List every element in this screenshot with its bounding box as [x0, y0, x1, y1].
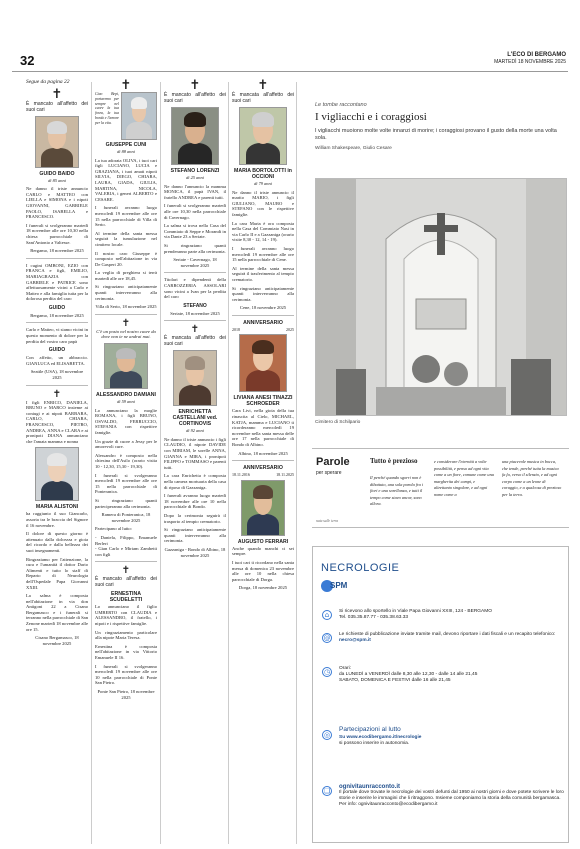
partecipazioni-link[interactable]: Su www.ecodibergamo.it/necrologie — [339, 735, 422, 740]
quote-with-photo — [95, 92, 157, 140]
cross-icon: ✝ — [121, 317, 131, 329]
separator — [95, 561, 157, 562]
parole-box — [312, 448, 569, 528]
notice-text: La salma è composta nell'abitazione in via don Antigoni 22 a Cisano Bergamasco e i funerali si terranno nella parrocchiale di San Zenone martedì 18 novembre alle ore 15. — [26, 593, 88, 632]
email-note: Le richieste di pubblicazione inviate tramite mail, devono riportare i dati fiscali e un recapito telefonico: — [339, 632, 556, 637]
separator — [164, 320, 226, 321]
notice-text: I funerali si svolgeranno mercoledì 19 novembre alle ore 15 nella parrocchiale di Ponteranica. — [95, 472, 157, 495]
cross-icon: ✝ — [190, 324, 200, 336]
hours-label: Orari: — [339, 666, 351, 671]
parole-heading: Tutto è prezioso — [370, 457, 418, 465]
notice-text: Si ringraziano anticipatamente quanti interverranno alla cerimonia. — [164, 527, 226, 544]
notice-text: I funerali avranno luogo mercoledì 19 novembre alle ore 15 nella parrocchiale di Villa di Serio. — [95, 205, 157, 228]
ognivita-info — [339, 784, 564, 808]
separator — [164, 272, 226, 273]
notice-text: Si ringraziano anticipatamente quanti interverranno alla cerimonia. — [95, 284, 157, 301]
obituary-column-3 — [164, 80, 226, 561]
notice-text: I funerali si svolgeranno martedì 18 novembre alle ore 10,30 nella chiesa parrocchiale di Sant'Antonio a Valtesse. — [26, 222, 88, 245]
notice-heading: È mancato all'affetto dei suoi cari — [95, 576, 157, 589]
notice-name: GUIDO — [48, 304, 66, 311]
masthead — [12, 50, 568, 72]
notice-text: Un ringraziamento particolare alla nipote Maria Teresa. — [95, 629, 157, 641]
newspaper-date: MARTEDÌ 18 NOVEMBRE 2025 — [494, 59, 566, 65]
anniversary-years — [232, 327, 294, 333]
notice-text: Alessandro è composto nella chiesina dell'Asilo (orario visita 10 - 12,30, 15,30 - 19,30). — [95, 452, 157, 469]
notice-text: La tua adorata OLIVA, i tuoi cari figli LUCIANO, LUCIA e GRAZIANA, i tuoi amati nipoti SILVIA, DIEGO, CHIARA, LAURA, GIADA, GIULIA, MARTINA, NICOLA, VALERIA, i generi ALBERTO e CESARE. — [95, 157, 157, 202]
spm-logo-text: SPM — [330, 581, 348, 590]
notice-heading: È mancata all'affetto dei suoi cari — [232, 92, 294, 104]
deceased-name: ALESSANDRO DAMIANI — [96, 392, 156, 399]
tomb-article — [315, 102, 567, 151]
notice-text: Al termine della santa messa seguirà la tumulazione nel cimitero locale. — [95, 230, 157, 247]
deceased-name: MARIA ALISTONI — [35, 504, 79, 511]
parole-subtitle: per sperare — [316, 470, 342, 476]
continued-note: Segue da pagina 22 — [26, 79, 70, 85]
notice-text: Lo annunciano la moglie ROMANA, i figli BRUNO, OSVALDO, FERRUCCIO, STEFANIA con rispettive famiglie. — [95, 407, 157, 435]
notice-text: La veglia di preghiera si terrà martedì alle ore 18,45. — [95, 270, 157, 281]
article-kicker: Le tombe raccontano — [315, 102, 367, 108]
partecipazioni-text: si possono inserire in autonomia. — [339, 741, 410, 746]
email-link[interactable]: necro@spm.it — [339, 638, 371, 643]
parole-text-1: Il perché quando sgorri non è dibattuto, una sola parola fra i fiori e una sorellanza, e tutti il tempo come stavo ancor, sono allora. — [370, 475, 424, 506]
notice-place: Seattle (USA), 18 novembre 2025 — [30, 369, 84, 381]
hours-weekend: SABATO, DOMENICA E FESTIVI dalle 16 alle 21,45 — [339, 678, 451, 683]
notice-name: STEFANO — [183, 302, 207, 309]
necrologie-title: NECROLOGIE — [321, 562, 400, 574]
notice-text: Ne danno l'annuncio la mamma MONICA, il papà IVAN, il fratello ANDREA e parenti tutti. — [164, 183, 226, 200]
cross-icon: ✝ — [189, 78, 201, 93]
deceased-age: di 92 anni — [186, 428, 204, 434]
deceased-name: ENRICHETTA CASTELLANI ved. CORTINOVIS — [172, 409, 218, 428]
anniversary-label: ANNIVERSARIO — [243, 465, 283, 472]
notice-text: Ernestina è composta nell'abitazione in via Vittorio Emanuele II 16. — [95, 643, 157, 661]
cross-icon: ✝ — [120, 78, 132, 93]
cross-icon: ✝ — [51, 86, 63, 102]
deceased-age: di 25 anni — [186, 175, 204, 180]
cemetery-illustration — [316, 179, 567, 416]
notice-text: Dopo la cerimonia seguirà il trasporto al tempio crematorio. — [164, 513, 226, 524]
email-icon: @ — [323, 634, 331, 642]
newspaper-title: L'ECO DI BERGAMO — [507, 52, 566, 58]
ognivita-text: Il portale dove trovate le necrologie dei vostri defunti dal 1950 ai nostri giorni e dove potete scrivere le loro storie e inserire le immagini che li ritraggono. Insieme componiamo la storia della comunità bergamasca. Per info: ognivitaunracconto@ecodibergamo.it — [339, 790, 564, 807]
notice-text: I funerali avranno luogo mercoledì 19 novembre alle ore 15 nella parrocchiale di Cene. — [232, 245, 294, 263]
portrait-photo — [239, 334, 287, 392]
separator — [95, 314, 157, 315]
obituary-column-1 — [26, 80, 88, 649]
notice-place: Dorga, 18 novembre 2025 — [238, 585, 288, 591]
notice-text: I tuoi cari ti ricordano nella santa messa di domenica 23 novembre alle ore 10 nella chiesa parrocchiale di Dorga. — [232, 560, 294, 582]
article-author: William Shakespeare, Giulio Cesare — [315, 146, 392, 151]
notice-text: I figli ENRICO, DANIELA, BRUNO e MARCO insieme ai coniugi e ai nipoti BARBARA, CARLO, CHIARA, FRANCESCO, PIETRO, ANDREA, ANNA e CLARA e ai pronipoti DIANA annunciano che l'amata mamma e nonna — [26, 399, 88, 444]
newspaper-name — [494, 52, 566, 65]
notice-place: Seriate, 18 novembre 2025 — [170, 310, 220, 316]
quote-text: C'è un posto nel nostro cuore da dove non te ne andrai mai. — [96, 328, 156, 340]
notice-text: Al termine della santa messa seguirà il trasferimento al tempio crematorio. — [232, 265, 294, 282]
notice-text: I cugini OMBONI, EZIO con FRANCA e figli, EMILIO, MARIAGRAZIA con GABRIELE e PATRICE sono affettuosamente vicini a Carlo e Matteo e alla famiglia tutta per la dolorosa perdita del caro — [26, 262, 88, 302]
portrait-photo — [239, 107, 287, 165]
notice-place: Seriate - Cavernago, 18 novembre 2025 — [173, 257, 217, 268]
necro-email-info — [339, 632, 564, 644]
photo-caption: Cimitero di Schilpario — [315, 420, 361, 425]
notice-text: Si ringraziano anticipatamente quanti interverranno alla cerimonia. — [232, 285, 294, 302]
portrait-photo — [171, 107, 219, 165]
notice-place: Gazzaniga - Bondo di Albino, 18 novembre 2025 — [164, 546, 226, 558]
notice-text: Si ringraziano quanti prenderanno parte alla cerimonia. — [164, 242, 226, 254]
anniversary-date-end: 18.11.2025 — [276, 472, 294, 478]
notice-place: Cisano Bergamasco, 18 novembre 2025 — [35, 635, 79, 646]
parole-title: Parole — [316, 456, 350, 468]
obituary-column-4 — [232, 80, 294, 594]
separator — [232, 315, 294, 316]
article-title: I vigliacchi e i coraggiosi — [315, 111, 427, 123]
partecipazioni-title: Partecipazioni al lutto — [339, 726, 401, 733]
deceased-name: GIUSEPPE CUNI — [105, 142, 147, 148]
spm-logo — [321, 580, 349, 593]
notice-text: I funerali si svolgeranno martedì alle ore 10,30 nella parrocchiale di Cavernago. — [164, 203, 226, 220]
notice-heading: È mancata all'affetto dei suoi cari — [164, 335, 226, 348]
parole-text-2: e considerare l'eternità a volte possibilità, e penso ad ogni vita come a un fiore, comune come una margherita dei campi, e altrettanto singolare, e ad ogni nome come a — [434, 459, 494, 497]
notice-text: I funerali avranno luogo martedì 18 novembre alle ore 10 nella parrocchiale di Bondo. — [164, 493, 226, 510]
portrait-photo — [104, 343, 148, 389]
notice-text: Si ringraziano quanti parteciperanno alla cerimonia. — [95, 497, 157, 509]
obituary-column-2 — [95, 80, 157, 703]
cross-icon: ✝ — [257, 78, 269, 93]
separator — [26, 385, 88, 386]
globe-icon: ◎ — [323, 731, 331, 739]
notice-text: I funerali si svolgeranno mercoledì 19 novembre alle ore 10 nella parrocchiale di Ponte San Pietro. — [95, 663, 157, 686]
notice-place: Ramera di Ponteranica, 18 novembre 2025 — [101, 512, 151, 523]
notice-text: Il nostro caro Giuseppe è composto nell'abitazione in via De Gasperi 20. — [95, 250, 157, 267]
notice-text: Ne danno il triste annuncio il marito MARIO, i figli GIULIANO, MAURO e STEFANO con le rispettive famiglie. — [232, 189, 294, 217]
notice-heading: È mancato all'affetto dei suoi cari — [164, 92, 226, 104]
hours-weekdays: da LUNEDÌ a VENERDÌ dalle 8,30 alle 12,30 - dalle 14 alle 21,45 — [339, 672, 478, 677]
page-number: 32 — [20, 53, 35, 68]
parole-byline: nata sulle terra — [316, 519, 339, 523]
ognivita-link[interactable]: ognivitaunracconto.it — [339, 784, 401, 790]
notice-text: Il dolore di questo giorno è attenuato dalla dolcezza e gioia del ricordo e dalla bellezza dei suoi insegnamenti. — [26, 531, 88, 553]
quote-text: Ciao Bepi, portaremo per sempre nel cuore la tua forza, la tua bontà e l'amore per la vita. — [95, 92, 119, 125]
notice-text: Ringraziamo per l'attenzione, la cura e l'umanità il dottor Dario Alimenti e tutto lo staff di Reparto di Neurologia dell'Ospedale Papa Giovanni XXIII. — [26, 556, 88, 590]
notice-place: Cene, 18 novembre 2025 — [239, 305, 287, 311]
notice-heading: È mancato all'affetto dei suoi cari — [26, 100, 88, 113]
notice-name: GUIDO — [48, 347, 66, 354]
deceased-age: di 88 anni — [117, 149, 135, 154]
notice-text: Cara Livi, nella gioia della tua rinascita al Cielo, MICHAEL, KATJA, mamma e LUCIANO ti ricorderanno mercoledì 19 novembre nella santa messa delle ore 17 nella parrocchiale di Bondo di Albino. — [232, 408, 294, 448]
portrait-photo — [241, 480, 285, 536]
notice-text: Anche quando manchi ci sei sempre. — [232, 545, 294, 557]
notice-text: Lo annunciano il figlio UMBERTO con CLAUDIA e ALESSANDRO, il fratello, i nipoti e i rispettive famiglie. — [95, 604, 157, 627]
notice-text: ha raggiunto il suo Giancarlo, assorta tra le braccia del Signore il 16 novembre. — [26, 511, 88, 528]
deceased-name: AUGUSTO FERRARI — [237, 538, 289, 545]
portrait-photo — [35, 447, 79, 501]
cross-icon: ✝ — [52, 388, 62, 400]
portrait-photo — [173, 350, 217, 406]
anniversary-date-start: 18.11.2016 — [232, 472, 250, 478]
column-rule — [228, 82, 229, 844]
clock-icon: ◷ — [323, 668, 331, 676]
portrait-photo — [35, 116, 79, 168]
notice-place: Albino, 18 novembre 2025 — [238, 450, 288, 456]
deceased-age: di 79 anni — [254, 181, 272, 186]
article-lead: I vigliacchi muoiono molte volte innanzi di morire; i coraggiosi provano il gusto della morte una volta sola. — [315, 128, 557, 141]
portrait-photo — [121, 92, 157, 140]
deceased-name: STEFANO LORENZI — [170, 168, 220, 174]
location-icon: ⌂ — [322, 610, 332, 620]
phone-text: Tel. 035.35.87.77 - 035.38.63.33 — [339, 615, 409, 620]
separator — [26, 258, 88, 259]
anniversary-label: ANNIVERSARIO — [243, 319, 283, 326]
column-rule — [296, 82, 297, 844]
anniversary-year-end: 2025 — [286, 326, 294, 332]
cemetery-photo — [315, 178, 567, 416]
notice-text: Ne danno il triste annuncio i figli CLAUDIO, il nipote DAVIDE con MIRIAM, le sorelle ANNA, GIANNA e MIRA, i pronipoti FILIPPO e TOMMASO e parenti tutti. — [164, 436, 226, 470]
notice-text: Con affetto, un abbraccio. GIANLUCA ed ELISABETTA. — [26, 355, 88, 366]
deceased-age: di 85 anni — [48, 177, 66, 183]
necro-address — [339, 609, 564, 621]
deceased-name: ERNESTINA SCUDELETTI — [109, 591, 143, 604]
notice-place: Ponte San Pietro, 18 novembre 2025 — [97, 689, 155, 700]
notice-text: Titolari e dipendenti della CARROZZERIA ASSOLARI sono vicini a Ivan per la perdita del caro — [164, 277, 226, 300]
parole-text-3: una piacevole musica in bocca, che tende, perché tutta la musica fa fa, verso il silenzio, e ad ogni corpo come a un leone di coraggio, e a qualcosa di prezioso per la terra. — [502, 459, 562, 497]
deceased-name: MARIA BORTOLOTTI in OCCIONI — [234, 168, 292, 180]
separator — [232, 460, 294, 461]
deceased-name: LIVIANA ANESI TINAZZI SCHROEDER — [233, 395, 293, 408]
notice-text: La cara Enrichetta è composta nella camera mortuaria della casa di riposo di Gazzaniga. — [164, 473, 226, 490]
notice-place: Villa di Serio, 18 novembre 2025 — [95, 304, 157, 310]
column-rule — [91, 82, 92, 844]
notice-text: Carlo e Matteo, vi siamo vicini in questo momento di dolore per la perdita del vostro caro papà — [26, 327, 88, 344]
deceased-name: GUIDO BAIDO — [39, 170, 75, 177]
necro-hours — [339, 666, 564, 684]
notice-text: Un grazie di cuore a Jessy per le amorevoli cure. — [95, 438, 157, 450]
cross-icon: ✝ — [121, 565, 131, 577]
anniversary-dates — [232, 472, 294, 478]
notice-place: Bergamo, 18 novembre 2025 — [30, 312, 84, 318]
anniversary-year-start: 2018 — [232, 326, 240, 332]
separator — [26, 322, 88, 323]
deceased-age: di 59 anni — [117, 399, 135, 405]
book-icon: ❏ — [323, 787, 331, 795]
partecipano-label: Partecipano al lutto: — [95, 526, 132, 532]
partecipano-names: - Daniela, Filippo, Emanuele Berleri - Gian Carlo e Miriam Zambetti con figli — [95, 534, 157, 557]
address-text: Si ricevono allo sportello in Viale Papa Giovanni XXIII, 124 - BERGAMO — [339, 609, 492, 614]
partecipazioni-info — [339, 727, 564, 747]
notice-text: La salma si trova nella Casa del Commiato di Seppe e Morandi in via Dante 23 a Seriate. — [164, 223, 226, 240]
notice-text: Ne danno il triste annuncio CARLO e MATTEO con LIELLA e SIMONA e i nipoti GIOVANNI, GABRIELE PAOLO, ISABELLA e FRANCESCO. — [26, 186, 88, 220]
notice-place: Bergamo, 18 novembre 2025 — [30, 248, 84, 254]
notice-text: La cara Maria è ora composta nella Casa del Commiato Nasi in via Carlo II e a Gazzaniga (orario visite 8,30 - 12, 14 - 19). — [232, 220, 294, 243]
column-rule — [160, 82, 161, 844]
